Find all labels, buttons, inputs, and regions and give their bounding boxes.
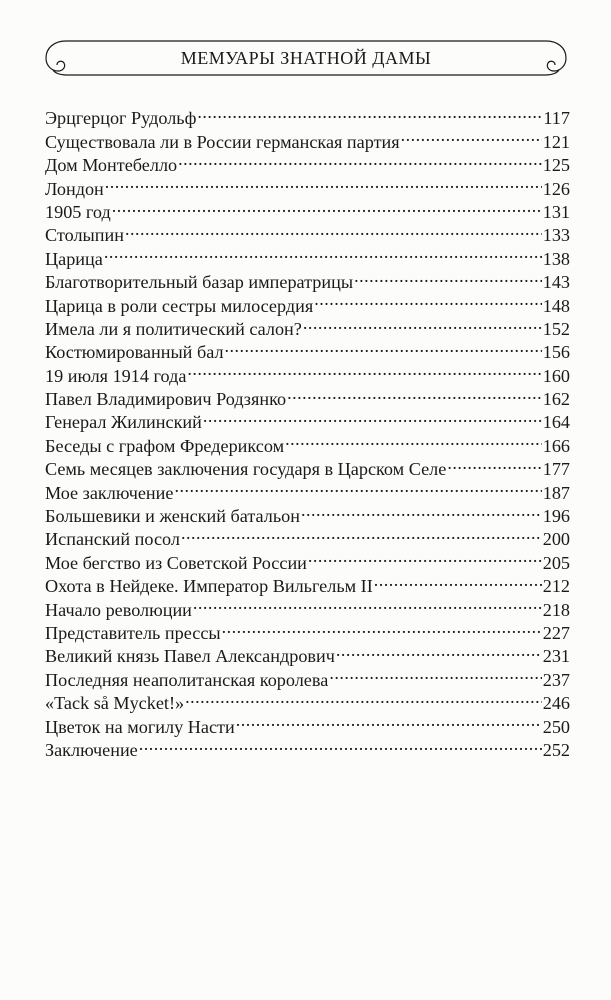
toc-entry-title: Беседы с графом Фредериксом	[45, 435, 285, 456]
toc-entry-page-number: 196	[542, 506, 570, 527]
toc-entry-page-number: 138	[542, 248, 570, 269]
toc-entry-page-number: 200	[542, 529, 570, 550]
toc-entry-page-number: 125	[542, 155, 570, 176]
toc-leader-dots	[178, 148, 542, 171]
running-header	[40, 38, 572, 98]
toc-entry-page-number: 177	[542, 459, 570, 480]
toc-entry-title: Цветок на могилу Насти	[45, 716, 235, 737]
toc-leader-dots	[401, 124, 542, 147]
toc-leader-dots	[236, 709, 542, 732]
toc-leader-dots	[336, 639, 542, 662]
toc-entry-title: Костюмированный бал	[45, 342, 224, 363]
toc-entry-title: Существовала ли в России германская партия	[45, 131, 400, 152]
toc-entry-title: Генерал Жилинский	[45, 412, 202, 433]
table-of-contents	[45, 101, 570, 760]
toc-entry	[45, 218, 570, 246]
toc-entry-page-number: 218	[542, 599, 570, 620]
toc-entry-title: Столыпин	[45, 225, 124, 246]
toc-leader-dots	[225, 335, 542, 358]
toc-leader-dots	[354, 265, 542, 288]
toc-entry-title: Заключение	[45, 739, 138, 760]
toc-leader-dots	[125, 218, 542, 241]
toc-leader-dots	[139, 733, 542, 756]
running-header-title: МЕМУАРЫ ЗНАТНОЙ ДАМЫ	[180, 48, 432, 68]
toc-leader-dots	[285, 428, 542, 451]
toc-entry-title: Великий князь Павел Александрович	[45, 646, 335, 667]
toc-entry-page-number: 187	[542, 482, 570, 503]
toc-entry-title: Последняя неаполитанская королева	[45, 669, 329, 690]
toc-leader-dots	[185, 686, 542, 709]
toc-entry-title: «Tack så Mycket!»	[45, 693, 185, 714]
toc-leader-dots	[374, 569, 542, 592]
toc-entry-page-number: 227	[542, 622, 570, 643]
toc-entry-page-number: 133	[542, 225, 570, 246]
toc-leader-dots	[105, 171, 542, 194]
toc-leader-dots	[197, 101, 542, 124]
toc-entry-page-number: 246	[542, 693, 570, 714]
toc-entry-title: Мое бегство из Советской России	[45, 552, 307, 573]
toc-leader-dots	[301, 499, 542, 522]
toc-entry-title: Начало революции	[45, 599, 192, 620]
toc-entry-page-number: 126	[542, 178, 570, 199]
toc-entry-title: 19 июля 1914 года	[45, 365, 187, 386]
toc-entry-title: Царица в роли сестры милосердия	[45, 295, 314, 316]
toc-entry-title: Павел Владимирович Родзянко	[45, 389, 287, 410]
toc-leader-dots	[308, 545, 542, 568]
toc-entry-title: Мое заключение	[45, 482, 174, 503]
toc-entry-page-number: 160	[542, 365, 570, 386]
toc-entry	[45, 195, 570, 222]
toc-leader-dots	[187, 358, 541, 381]
toc-entry-title: Охота в Нейдеке. Император Вильгельм II	[45, 576, 373, 597]
toc-entry	[45, 241, 570, 269]
toc-entry-page-number: 166	[542, 435, 570, 456]
toc-entry-page-number: 131	[542, 201, 570, 222]
toc-leader-dots	[203, 405, 542, 428]
toc-entry-page-number: 237	[542, 669, 570, 690]
toc-entry-page-number: 143	[542, 272, 570, 293]
toc-entry-page-number: 205	[542, 552, 570, 573]
toc-entry-title: Эрцгерцог Рудольф	[45, 108, 197, 129]
toc-entry-page-number: 231	[542, 646, 570, 667]
toc-entry-page-number: 156	[542, 342, 570, 363]
toc-entry	[45, 265, 570, 293]
toc-entry-title: Представитель прессы	[45, 622, 221, 643]
toc-entry-page-number: 148	[542, 295, 570, 316]
toc-entry-page-number: 252	[542, 739, 570, 760]
toc-leader-dots	[314, 288, 542, 311]
toc-entry-title: Имела ли я политический салон?	[45, 318, 302, 339]
toc-leader-dots	[174, 475, 541, 498]
toc-entry-page-number: 164	[542, 412, 570, 433]
toc-leader-dots	[112, 195, 542, 218]
toc-entry-title: Большевики и женский батальон	[45, 506, 300, 527]
toc-entry	[45, 171, 570, 199]
toc-entry-title: Испанский посол	[45, 529, 180, 550]
toc-entry-title: Дом Монтебелло	[45, 155, 178, 176]
toc-leader-dots	[303, 312, 542, 335]
toc-entry	[45, 101, 570, 129]
toc-entry-page-number: 212	[542, 576, 570, 597]
toc-leader-dots	[193, 592, 542, 615]
toc-entry-title: Лондон	[45, 178, 104, 199]
toc-leader-dots	[447, 452, 541, 475]
toc-entry-page-number: 152	[542, 318, 570, 339]
toc-leader-dots	[222, 616, 542, 639]
toc-leader-dots	[329, 662, 541, 685]
toc-entry-title: Семь месяцев заключения государя в Царском Селе	[45, 459, 447, 480]
toc-entry-page-number: 121	[542, 131, 570, 152]
toc-entry-page-number: 162	[542, 389, 570, 410]
toc-leader-dots	[287, 382, 542, 405]
toc-leader-dots	[104, 241, 542, 264]
toc-leader-dots	[181, 522, 542, 545]
toc-entry-page-number: 117	[543, 108, 570, 129]
toc-entry-title: Благотворительный базар императрицы	[45, 272, 354, 293]
toc-entry-page-number: 250	[542, 716, 570, 737]
toc-entry-title: Царица	[45, 248, 103, 269]
toc-entry-title: 1905 год	[45, 201, 111, 222]
